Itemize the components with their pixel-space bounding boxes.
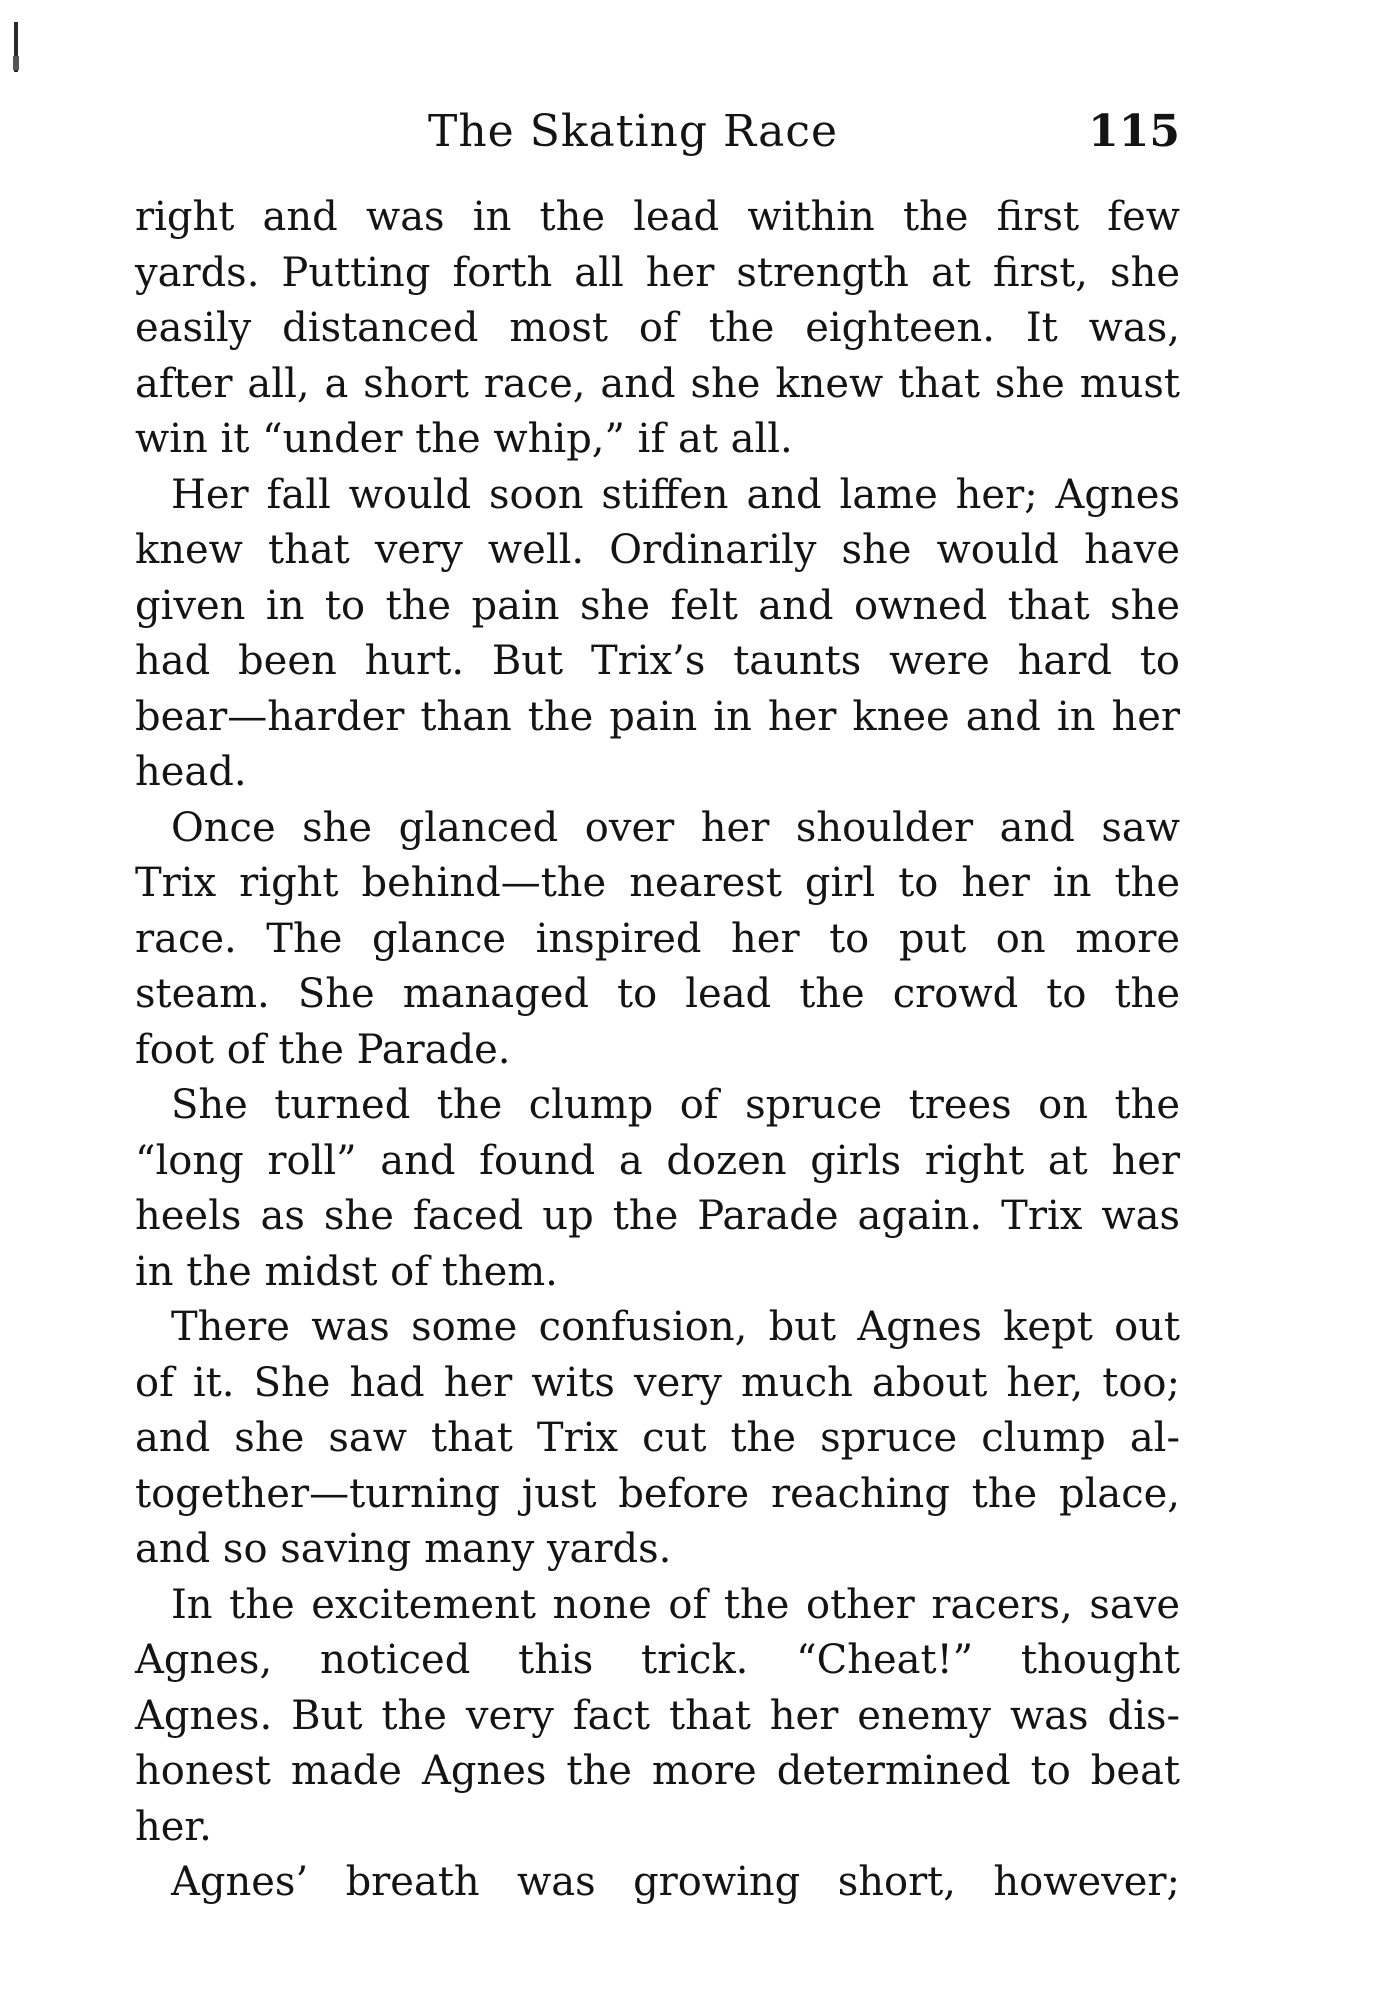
running-head [420,100,1180,164]
text-line: steam. She managed to lead the crowd to the [135,971,1180,1017]
page-edge-mark-lower [13,56,19,70]
paragraph [135,468,1180,801]
text-line: given in to the pain she felt and owned that she [135,582,1180,629]
paragraph [135,1855,1180,1911]
text-line: right and was in the lead within the first few [135,194,1180,240]
text-line: together—turning just before reaching the place, [135,1470,1180,1517]
text-line: Once she glanced over her shoulder and saw [171,804,1180,851]
text-line: head. [135,749,247,795]
text-line: race. The glance inspired her to put on more [135,915,1180,962]
text-line: Agnes, noticed this trick. “Cheat!” thought [135,1637,1180,1683]
paragraph [135,1300,1180,1578]
body-text [135,190,1180,1911]
text-line: knew that very well. Ordinarily she would have [135,527,1180,573]
text-line: had been hurt. But Trix’s taunts were hard to [135,638,1180,684]
text-line: easily distanced most of the eighteen. It was, [135,305,1180,351]
text-line: “long roll” and found a dozen girls right at her [135,1137,1180,1184]
text-line: Trix right behind—the nearest girl to her in the [135,860,1180,906]
paragraph [135,190,1180,468]
text-line: In the excitement none of the other racers, save [171,1581,1180,1628]
text-line: heels as she faced up the Parade again. Trix was [135,1193,1180,1239]
text-line: and so saving many yards. [135,1526,672,1572]
text-line: Agnes. But the very fact that her enemy was dis- [135,1692,1180,1739]
text-line: her. [135,1803,212,1850]
text-line: after all, a short race, and she knew that she must [135,360,1180,407]
text-line: win it “under the whip,” if at all. [135,416,793,462]
text-line: bear—harder than the pain in her knee and in her [135,693,1180,740]
text-line: of it. She had her wits very much about her, too; [135,1359,1180,1406]
page-number: 115 [1088,106,1180,157]
text-line: yards. Putting forth all her strength at first, she [135,249,1180,296]
text-line: Agnes’ breath was growing short, however; [171,1859,1180,1905]
paragraph [135,1578,1180,1856]
text-line: in the midst of them. [135,1248,558,1295]
text-line: There was some confusion, but Agnes kept out [171,1304,1180,1350]
text-line: and she saw that Trix cut the spruce clump al- [135,1415,1180,1461]
text-line: honest made Agnes the more determined to beat [135,1748,1180,1794]
chapter-title: The Skating Race [428,106,839,157]
text-line: foot of the Parade. [135,1026,511,1073]
paragraph [135,1078,1180,1300]
text-line: She turned the clump of spruce trees on the [171,1082,1180,1128]
paragraph [135,801,1180,1079]
text-line: Her fall would soon stiffen and lame her; Agnes [171,471,1180,518]
